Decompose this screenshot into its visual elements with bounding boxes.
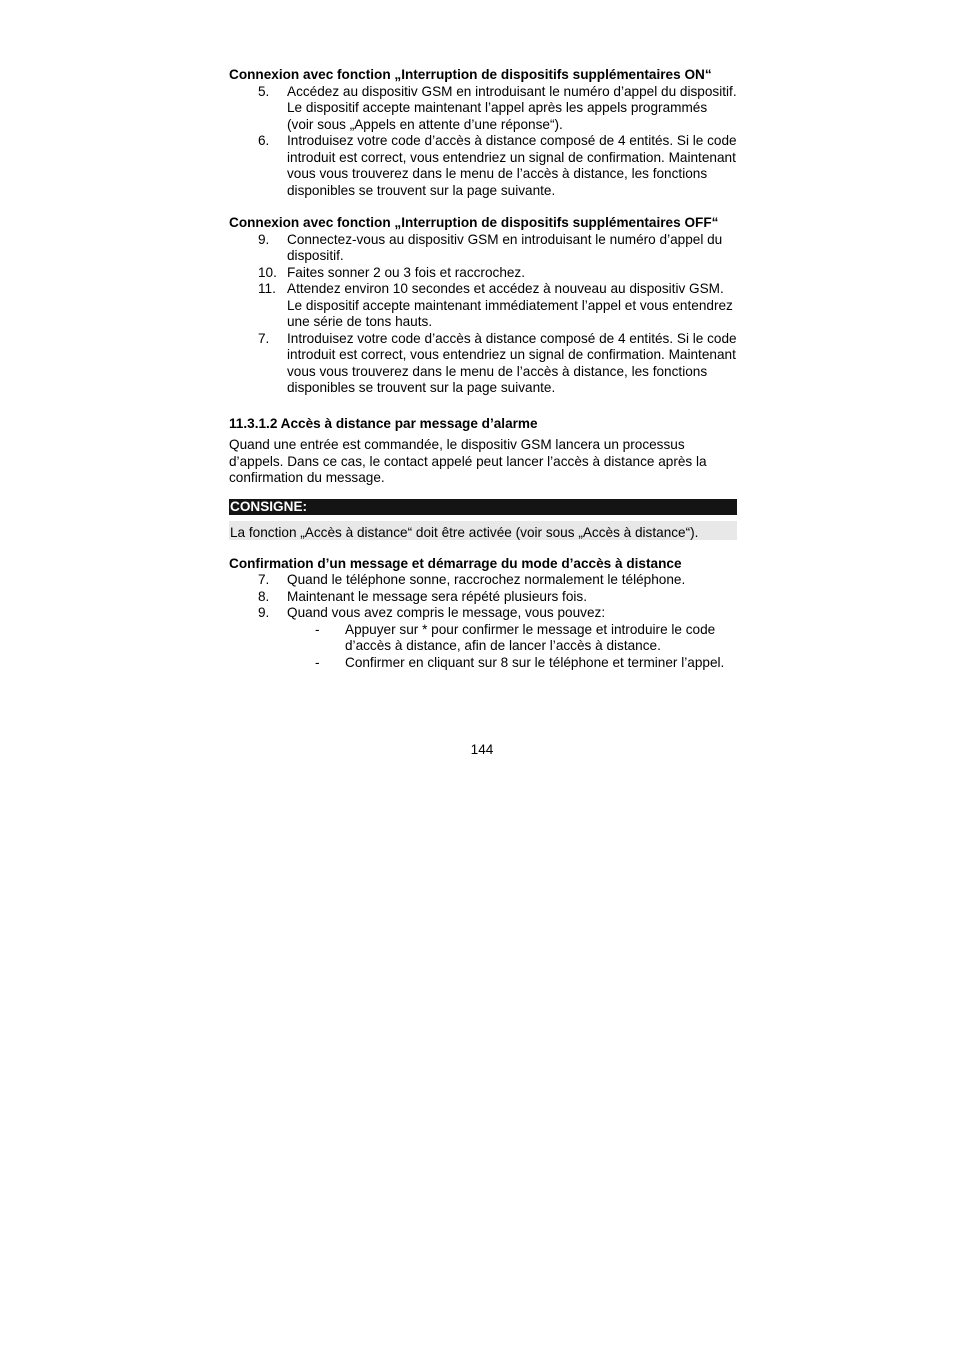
list-item [229, 572, 737, 589]
sub-list-item [229, 622, 737, 655]
list-item [229, 589, 737, 606]
item-text: Faites sonner 2 ou 3 fois et raccrochez. [287, 264, 526, 280]
item-number: 7. [258, 572, 270, 587]
sub-list-item [229, 655, 737, 672]
list-item [229, 281, 737, 331]
item-number: 5. [258, 83, 270, 99]
list-item [229, 232, 737, 265]
item-number: 6. [258, 133, 270, 148]
page-number: 144 [470, 742, 494, 757]
item-text: Connectez-vous au dispositiv GSM en introduisant le numéro d’appel du dispositif. [287, 231, 723, 263]
sub-item-text: Confirmer en cliquant sur 8 sur le téléphone et terminer l’appel. [345, 654, 725, 670]
item-text: Maintenant le message sera répété plusieurs fois. [287, 588, 587, 604]
subsection-paragraph: Quand une entrée est commandée, le dispositiv GSM lancera un processus d’appels. Dans ce cas, le contact appelé peut lancer l’accès à distance après la confirmation du message. [229, 437, 707, 485]
item-extra-text: Le dispositif accepte maintenant l’appel après les appels programmés (voir sous „Appels en attente d’une réponse“). [287, 100, 708, 132]
confirmation-heading: Confirmation d’un message et démarrage du mode d’accès à distance [229, 555, 682, 571]
steps-list-confirmation [229, 572, 737, 671]
sub-item-text: Appuyer sur * pour confirmer le message et introduire le code d’accès à distance, afin de lancer l’accès à distance. [345, 621, 716, 653]
list-item [229, 265, 737, 282]
section-heading-off: Connexion avec fonction „Interruption de dispositifs supplémentaires OFF“ [229, 215, 719, 230]
item-number: 10. [258, 264, 277, 280]
section-heading-on: Connexion avec fonction „Interruption de dispositifs supplémentaires ON“ [229, 67, 712, 82]
item-text: Quand vous avez compris le message, vous pouvez: [287, 605, 606, 620]
item-text: Introduisez votre code d’accès à distance composé de 4 entités. Si le code introduit est correct, vous entendriez un signal de confirmation. Maintenant vous vous trouverez dans le menu de l’accès à distance, les fonctions disponibles se trouvent sur la page suivante. [287, 133, 737, 198]
item-number: 7. [258, 330, 270, 346]
item-text: Quand le téléphone sonne, raccrochez normalement le téléphone. [287, 572, 686, 587]
list-item [229, 133, 737, 199]
subsection-heading: 11.3.1.2 Accès à distance par message d’alarme [229, 415, 538, 431]
item-number: 11. [258, 281, 276, 296]
steps-list-on [229, 84, 737, 200]
steps-list-off [229, 232, 737, 397]
document-body [229, 67, 737, 671]
list-item [229, 84, 737, 134]
item-text: Attendez environ 10 secondes et accédez à nouveau au dispositiv GSM. Le dispositif accepte maintenant immédiatement l’appel et vous entendrez une série de tons hauts. [287, 281, 733, 329]
item-text: Accédez au dispositiv GSM en introduisant le numéro d’appel du dispositif. [287, 83, 737, 99]
notice-label: CONSIGNE: [229, 499, 737, 515]
notice-text: La fonction „Accès à distance“ doit être activée (voir sous „Accès à distance“). [229, 521, 737, 540]
sub-item-dash: - [315, 621, 320, 637]
sub-item-dash: - [315, 654, 320, 670]
list-item [229, 605, 737, 622]
list-item [229, 331, 737, 397]
item-text: Introduisez votre code d’accès à distance composé de 4 entités. Si le code introduit est correct, vous entendriez un signal de confirmation. Maintenant vous vous trouverez dans le menu de l’accès à distance, les fonctions disponibles se trouvent sur la page suivante. [287, 330, 737, 395]
item-number: 8. [258, 588, 270, 604]
item-number: 9. [258, 231, 270, 247]
item-number: 9. [258, 605, 270, 620]
